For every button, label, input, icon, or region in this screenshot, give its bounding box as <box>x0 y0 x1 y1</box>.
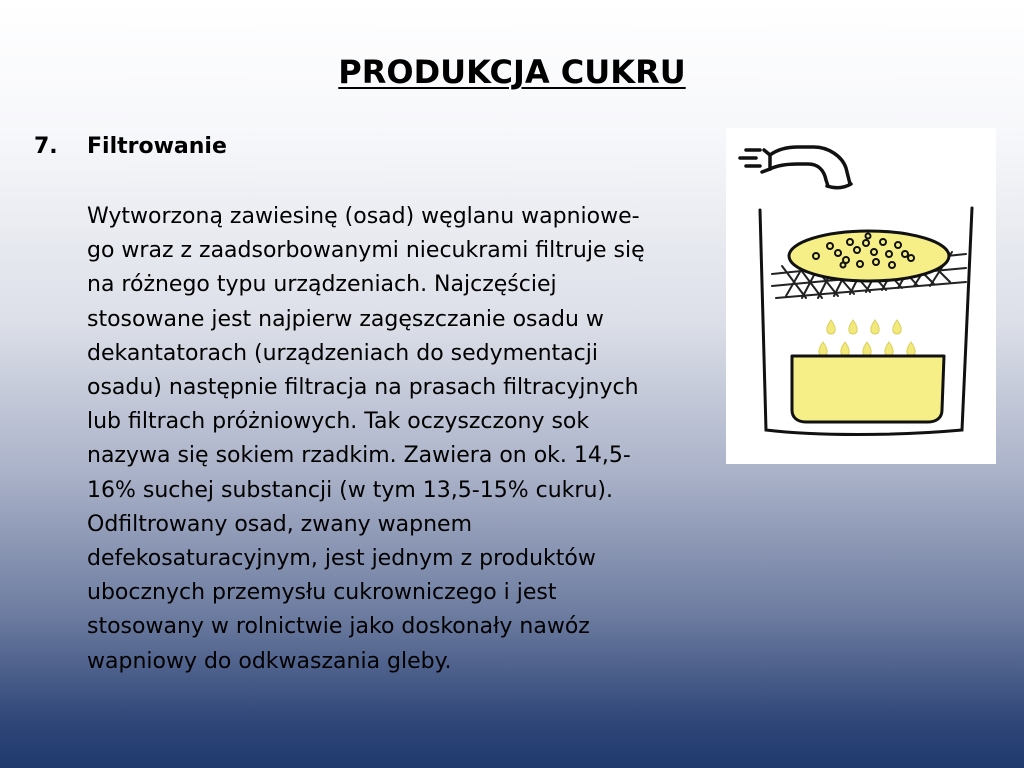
section-heading <box>34 132 227 162</box>
juice-icon <box>792 356 944 422</box>
faucet-icon <box>740 147 851 188</box>
paragraph-line: go wraz z zaadsorbowanymi niecukrami filtruje się <box>87 238 645 264</box>
paragraph-line: Wytworzoną zawiesinę (osad) węglanu wapniowe- <box>87 204 640 229</box>
paragraph-line: Odfiltrowany osad, zwany wapnem <box>87 511 473 537</box>
paragraph-line: osadu) następnie filtracja na prasach filtracyjnych <box>87 375 639 401</box>
paragraph-line: defekosaturacyjnym, jest jednym z produktów <box>87 546 596 572</box>
filtration-icon <box>726 128 996 464</box>
sediment-icon <box>789 231 949 281</box>
section-paragraph <box>87 200 727 679</box>
paragraph-line: wapniowy do odkwaszania gleby. <box>87 648 452 674</box>
paragraph-line: na różnego typu urządzeniach. Najczęściej <box>87 272 557 298</box>
filtration-illustration <box>726 128 996 464</box>
section-number: 7. <box>34 134 58 159</box>
paragraph-line: nazywa się sokiem rzadkim. Zawiera on ok. 14,5- <box>87 443 631 469</box>
paragraph-line: 16% suchej substancji (w tym 13,5-15% cukru). <box>87 477 613 503</box>
section-title: Filtrowanie <box>87 134 227 159</box>
paragraph-line: stosowany w rolnictwie jako doskonały nawóz <box>87 614 590 640</box>
paragraph-line: ubocznych przemysłu cukrowniczego i jest <box>87 580 557 606</box>
drops-icon <box>819 320 915 356</box>
paragraph-line: dekantatorach (urządzeniach do sedymentacji <box>87 340 598 366</box>
slide-title-text: PRODUKCJA CUKRU <box>338 53 686 91</box>
paragraph-line: stosowane jest najpierw zagęszczanie osadu w <box>87 306 604 332</box>
slide-title <box>0 52 1024 92</box>
paragraph-line: lub filtrach próżniowych. Tak oczyszczony sok <box>87 409 590 435</box>
